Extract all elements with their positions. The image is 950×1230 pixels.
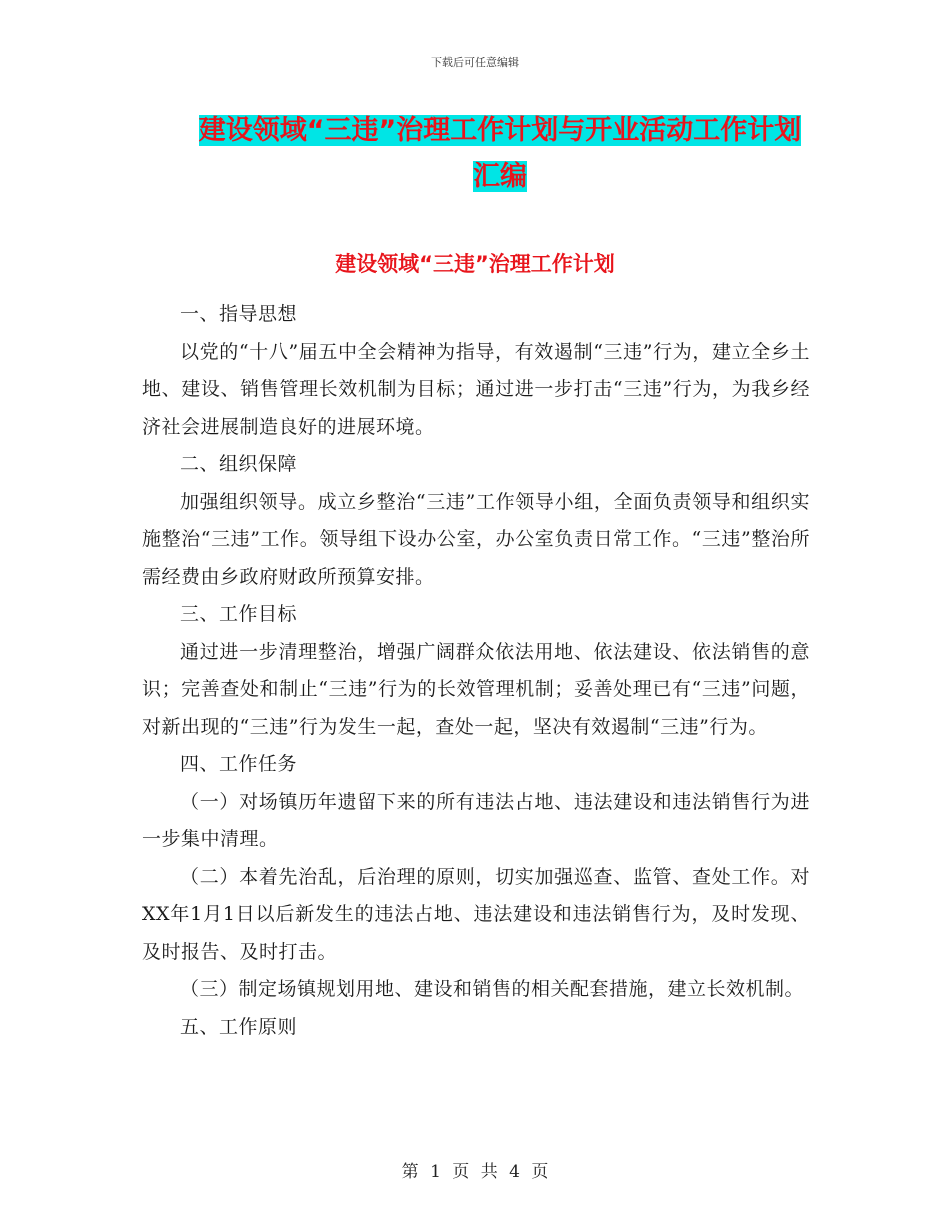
paragraph-task-2: （二）本着先治乱，后治理的原则，切实加强巡查、监管、查处工作。对XX年1月1日以后新发生的违法占地、违法建设和违法销售行为，及时发现、及时报告、及时打击。: [142, 865, 810, 963]
paragraph-task-1: （一）对场镇历年遗留下来的所有违法占地、违法建设和违法销售行为进一步集中清理。: [142, 790, 810, 850]
header-note: 下载后可任意编辑: [431, 56, 519, 69]
main-title-line1: 建设领域“三违”治理工作计划与开业活动工作计划: [198, 115, 802, 146]
heading-guiding-ideology: 一、指导思想: [180, 303, 298, 325]
heading-organization: 二、组织保障: [180, 453, 298, 475]
paragraph-guiding-ideology: 以党的“十八”届五中全会精神为指导，有效遏制“三违”行为，建立全乡土地、建设、销售管理长效机制为目标；通过进一步打击“三违”行为，为我乡经济社会进展制造良好的进展环境。: [142, 340, 810, 438]
paragraph-task-3: （三）制定场镇规划用地、建设和销售的相关配套措施，建立长效机制。: [180, 978, 805, 1000]
page-footer: 第 1 页 共 4 页: [401, 1162, 549, 1182]
main-title-line2: 汇编: [473, 161, 527, 192]
document-body: [142, 296, 810, 1046]
paragraph-goals: 通过进一步清理整治，增强广阔群众依法用地、依法建设、依法销售的意识；完善查处和制止“三违”行为的长效管理机制；妥善处理已有“三违”问题，对新出现的“三违”行为发生一起，查处一起，坚决有效遏制“三违”行为。: [142, 640, 810, 738]
heading-principles: 五、工作原则: [180, 1015, 298, 1038]
heading-tasks: 四、工作任务: [180, 753, 298, 775]
main-title: [150, 108, 850, 200]
heading-goals: 三、工作目标: [180, 603, 298, 625]
paragraph-organization: 加强组织领导。成立乡整治“三违”工作领导小组，全面负责领导和组织实施整治“三违”工作。领导组下设办公室，办公室负责日常工作。“三违”整治所需经费由乡政府财政所预算安排。: [142, 490, 810, 588]
section-title: 建设领域“三违”治理工作计划: [335, 252, 615, 276]
